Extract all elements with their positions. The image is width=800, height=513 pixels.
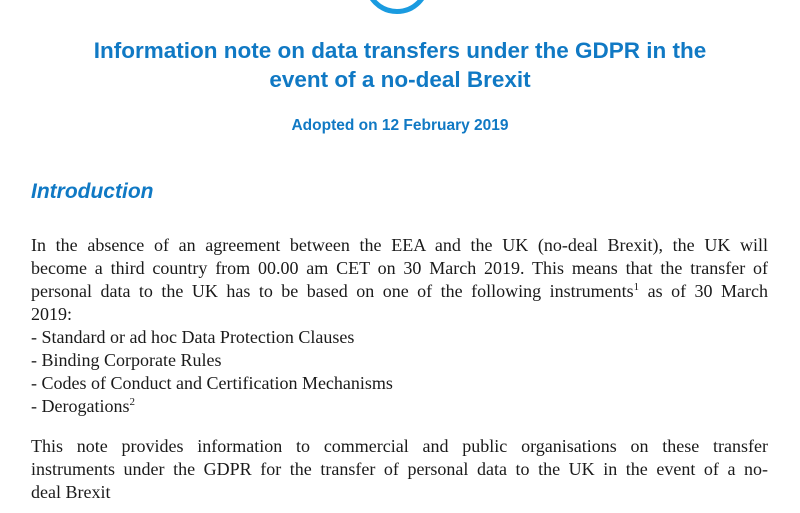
list-item-derogations-text: - Derogations xyxy=(31,396,130,416)
intro-line-1: In the absence of an agreement between the EEA and the UK (no-deal Brexit), the UK will xyxy=(31,235,768,255)
list-item-bcr: - Binding Corporate Rules xyxy=(31,350,222,370)
section-heading-introduction: Introduction xyxy=(31,180,154,203)
page-title xyxy=(0,36,800,94)
intro-line-3 xyxy=(31,280,768,303)
title-line-1: Information note on data transfers under the GDPR in the xyxy=(93,38,707,63)
adoption-date: Adopted on 12 February 2019 xyxy=(291,117,509,134)
list-item-clauses: - Standard or ad hoc Data Protection Clauses xyxy=(31,327,355,347)
intro-line-4: 2019: xyxy=(31,304,73,324)
intro-line-3-tail: as of 30 March xyxy=(639,281,768,301)
list-item-codes: - Codes of Conduct and Certification Mechanisms xyxy=(31,373,393,393)
logo-ring-icon xyxy=(364,0,430,14)
note-paragraph xyxy=(31,435,768,504)
note-line-1: This note provides information to commercial and public organisations on these transfer xyxy=(31,436,768,456)
intro-paragraph xyxy=(31,234,768,418)
list-item-derogations xyxy=(31,395,768,418)
intro-line-2: become a third country from 00.00 am CET on 30 March 2019. This means that the transfer of xyxy=(31,258,768,278)
intro-line-3-text: personal data to the UK has to be based on one of the following instruments xyxy=(31,281,634,301)
title-line-2: event of a no-deal Brexit xyxy=(269,67,531,92)
footnote-ref-1[interactable]: 1 xyxy=(633,281,640,293)
note-line-2: instruments under the GDPR for the transfer of personal data to the UK in the event of a no- xyxy=(31,459,768,479)
footnote-ref-2[interactable]: 2 xyxy=(129,396,135,408)
note-line-3: deal Brexit xyxy=(31,482,111,502)
